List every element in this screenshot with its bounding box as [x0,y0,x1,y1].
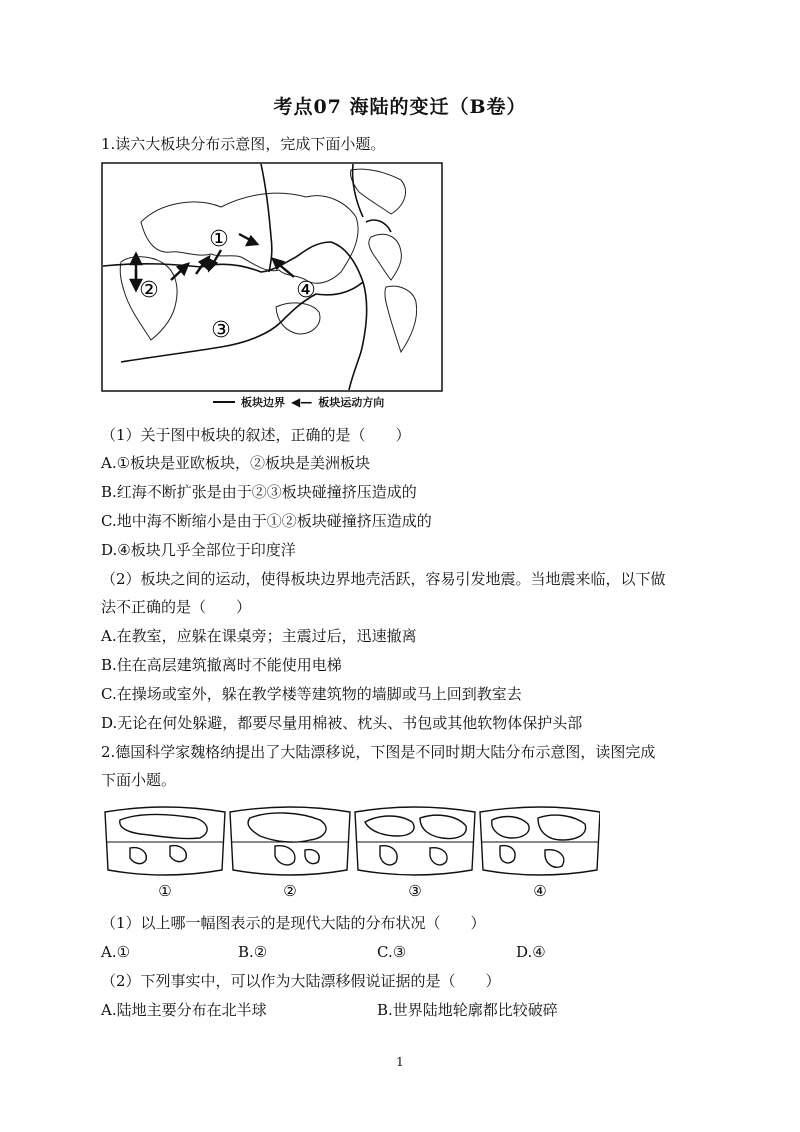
q2-sub2-option-a: A.陆地主要分布在北半球 [101,1001,267,1019]
q2-sub1-option-a: A.① [101,943,131,961]
q2-sub1-option-d: D.④ [516,943,546,961]
legend-boundary-label: 板块边界 [241,396,285,409]
q2-sub2-stem: （2）下列事实中，可以作为大陆漂移假说证据的是（ ） [101,972,501,990]
arrow-left-icon: ◀— [291,395,313,409]
q1-sub2-stem-line2: 法不正确的是（ ） [101,598,252,616]
q1-sub2-option-c: C.在操场或室外，躲在教学楼等建筑物的墙脚或马上回到教室去 [101,685,522,703]
drift-map-label-4: ④ [533,882,547,900]
legend-direction-label: 板块运动方向 [318,396,385,409]
plate-map [101,162,443,392]
q1-sub2-stem-line1: （2）板块之间的运动，使得板块边界地壳活跃，容易引发地震。当地震来临，以下做 [101,570,666,588]
drift-map-label-3: ③ [408,882,422,900]
plate-label-2: ② [139,278,159,303]
q1-sub1-option-d: D.④板块几乎全部位于印度洋 [101,541,296,559]
plate-label-1: ① [209,227,229,252]
map-legend [213,394,384,410]
q1-sub2-option-d: D.无论在何处躲避，都要尽量用棉被、枕头、书包或其他软物体保护头部 [101,714,583,732]
q2-sub2-option-b: B.世界陆地轮廓都比较破碎 [377,1001,558,1019]
q2-sub1-option-b: B.② [238,943,268,961]
continental-drift-maps [100,800,600,900]
drift-map-label-1: ① [158,882,172,900]
page-number: 1 [396,1055,404,1069]
q1-sub2-option-b: B.住在高层建筑撤离时不能使用电梯 [101,656,342,674]
q2-sub1-stem: （1）以上哪一幅图表示的是现代大陆的分布状况（ ） [101,914,486,932]
q1-sub2-option-a: A.在教室，应躲在课桌旁；主震过后，迅速撤离 [101,627,417,645]
question-2-stem-line1: 2.德国科学家魏格纳提出了大陆漂移说，下图是不同时期大陆分布示意图，读图完成 [101,743,656,761]
boundary-line-symbol [213,401,235,403]
page-title: 考点07 海陆的变迁（B卷） [273,96,527,118]
plate-label-4: ④ [296,278,316,303]
q1-sub1-option-c: C.地中海不断缩小是由于①②板块碰撞挤压造成的 [101,512,432,530]
q1-sub1-option-b: B.红海不断扩张是由于②③板块碰撞挤压造成的 [101,483,417,501]
plate-label-3: ③ [211,318,231,343]
question-1-stem: 1.读六大板块分布示意图，完成下面小题。 [101,135,386,153]
q2-sub1-option-c: C.③ [377,943,407,961]
drift-map-label-2: ② [283,882,297,900]
question-2-stem-line2: 下面小题。 [101,771,177,789]
q1-sub1-option-a: A.①板块是亚欧板块，②板块是美洲板块 [101,454,371,472]
q1-sub1-stem: （1）关于图中板块的叙述，正确的是（ ） [101,426,411,444]
